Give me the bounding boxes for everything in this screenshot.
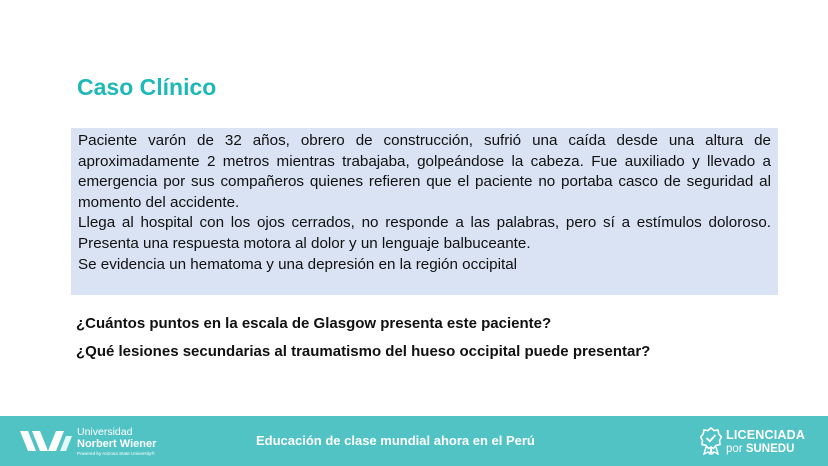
sunedu-seal-icon <box>700 427 722 455</box>
badge-line2 <box>726 443 794 455</box>
badge-line2-prefix: por <box>726 443 743 455</box>
wiener-logo-icon <box>20 428 72 454</box>
case-paragraph-1: Paciente varón de 32 años, obrero de construcción, sufrió una caída desde una altura de aproximadamente 2 metros mientras trabajaba, golpeándose la cabeza. Fue auxiliado y llevado a emergencia por sus compañeros quienes refieren que el paciente no portaba casco de seguridad al momento del accidente. <box>78 132 771 211</box>
case-paragraph-2: Llega al hospital con los ojos cerrados, no responde a las palabras, pero sí a estímulos doloroso. Presenta una respuesta motora al dolor y un lenguaje balbuceante. <box>78 214 771 252</box>
slide-title: Caso Clínico <box>77 74 217 100</box>
case-paragraph-3: Se evidencia un hematoma y una depresión en la región occipital <box>78 255 518 273</box>
university-logo <box>20 426 170 458</box>
badge-line2-strong: SUNEDU <box>745 443 795 455</box>
sunedu-badge <box>700 425 820 459</box>
clinical-case-box <box>71 128 778 295</box>
logo-text-line2: Norbert Wiener <box>77 438 157 450</box>
footer-bar <box>0 416 828 466</box>
badge-line1: LICENCIADA <box>726 428 806 442</box>
logo-text-line1: Universidad <box>77 426 133 438</box>
logo-text-line3: Powered by Arizona State University® <box>77 451 155 456</box>
question-2: ¿Qué lesiones secundarias al traumatismo del hueso occipital puede presentar? <box>76 343 651 360</box>
question-1: ¿Cuántos puntos en la escala de Glasgow presenta este paciente? <box>76 315 552 332</box>
footer-slogan: Educación de clase mundial ahora en el Perú <box>256 433 535 448</box>
